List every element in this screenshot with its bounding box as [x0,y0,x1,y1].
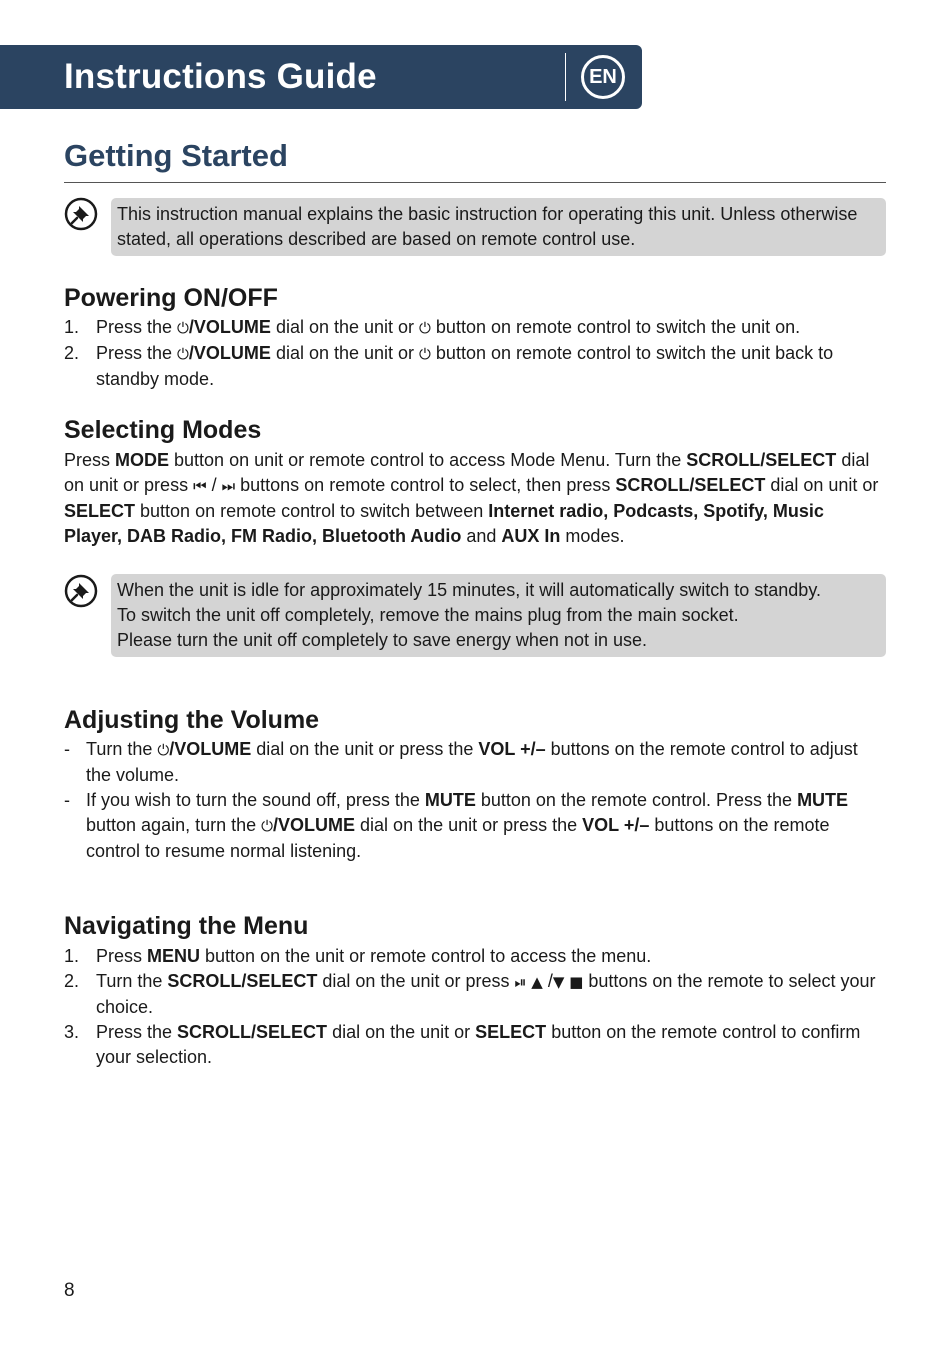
list-number: 3. [64,1022,80,1042]
list-dash: - [64,790,70,810]
list-item: - If you wish to turn the sound off, press the MUTE button on the remote control. Press the MUTE button again, turn the ⏻/VOLUME dial on the unit or press the VOL +/– buttons on the remote control to resume normal listening. [64,790,849,861]
heading-adjusting-volume: Adjusting the Volume [64,706,320,734]
volume-list [64,737,886,864]
list-item: 1. Press MENU button on the unit or remote control to access the menu. [64,944,886,969]
power-icon: ⏻ [419,319,431,337]
pushpin-icon [64,574,98,608]
heading-powering: Powering ON/OFF [64,284,278,312]
header-title: Instructions Guide [64,57,377,96]
power-icon: ⏻ [419,345,431,363]
note-line: Please turn the unit off completely to save energy when not in use. [117,630,647,650]
section-title: Getting Started [64,138,288,173]
note-text: This instruction manual explains the basic instruction for operating this unit. Unless otherwise stated, all operations described are based on remote control use. [117,204,858,249]
power-icon: ⏻ [261,817,274,835]
note-box [111,198,886,256]
menu-list [64,944,886,1070]
power-icon: ⏻ [177,319,189,337]
pushpin-icon [64,197,98,231]
list-item: - Turn the ⏻/VOLUME dial on the unit or press the VOL +/– buttons on the remote control to adjust the volume. [64,739,858,785]
down-arrow-icon: ▼ [552,973,570,991]
page-number: 8 [64,1280,75,1301]
play-pause-icon: ⏯ [514,973,527,991]
modes-paragraph: Press MODE button on unit or remote control to access Mode Menu. Turn the SCROLL/SELECT dial on unit or press ⏮ / ⏭ buttons on remote control to select, then press SCROLL/SELECT dial on unit or SELECT button on remote control to switch between Internet radio, Podcasts, Spotify, Music Player, DAB Radio, FM Radio, Bluetooth Audio and AUX In modes. [64,450,879,546]
note-box [111,574,886,657]
list-number: 2. [64,971,80,991]
heading-navigating-menu: Navigating the Menu [64,912,309,940]
list-number: 1. [64,317,80,337]
power-icon: ⏻ [177,345,189,363]
section-divider [64,182,886,183]
header-bar [0,45,642,109]
note-line: To switch the unit off completely, remove the mains plug from the main socket. [117,605,739,625]
list-item: 1. Press the ⏻/VOLUME dial on the unit or ⏻ button on remote control to switch the unit on. [64,315,886,341]
language-badge: EN [581,55,625,99]
header-divider [565,53,566,101]
list-dash: - [64,739,70,759]
previous-track-icon: ⏮ [193,477,207,495]
next-track-icon: ⏭ [221,477,236,495]
note-line: When the unit is idle for approximately 15 minutes, it will automatically switch to standby. [117,580,821,600]
heading-selecting-modes: Selecting Modes [64,416,262,444]
list-item: 2. Press the ⏻/VOLUME dial on the unit or ⏻ button on remote control to switch the unit back to standby mode. [64,343,834,389]
power-icon: ⏻ [157,741,170,759]
list-number: 2. [64,343,80,363]
up-arrow-icon: ▲ [526,973,543,991]
list-number: 1. [64,946,80,966]
list-item: 2. Turn the SCROLL/SELECT dial on the unit or press ⏯ ▲ /▼ ■ buttons on the remote to select your choice. [64,971,876,1017]
powering-list [64,315,886,392]
list-item: 3. Press the SCROLL/SELECT dial on the unit or SELECT button on the remote control to confirm your selection. [64,1022,861,1067]
stop-icon: ■ [569,973,584,991]
